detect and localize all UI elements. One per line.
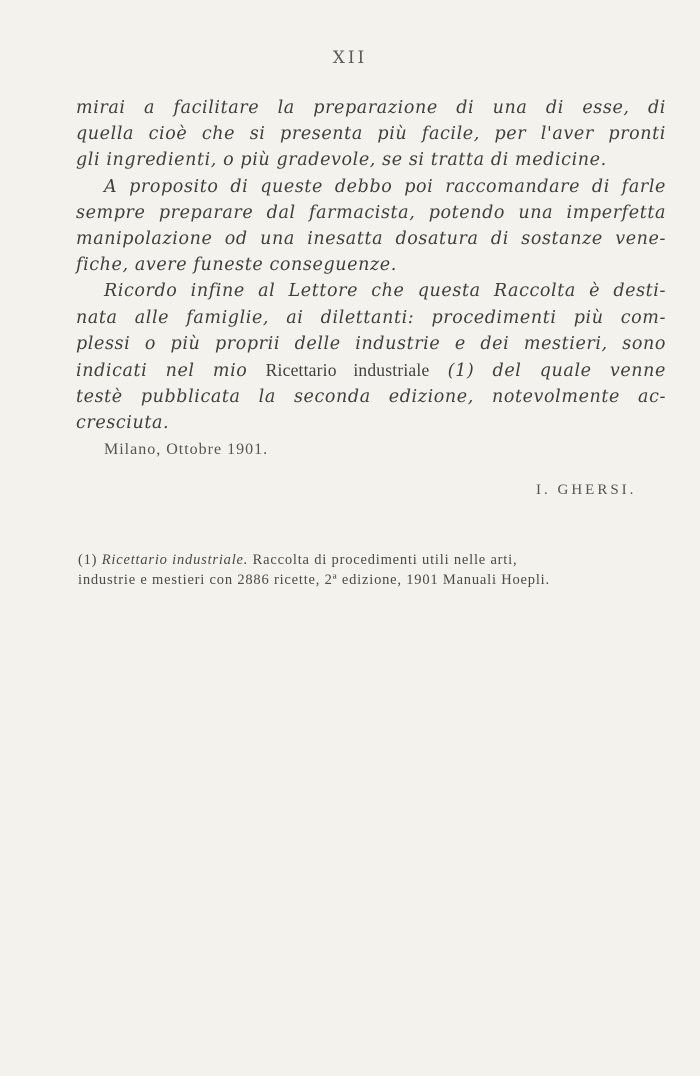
- body-line: [76, 121, 666, 147]
- body-line-text: plessi o più proprii delle industrie e dei mestieri, sono: [76, 333, 666, 354]
- body-line: [76, 331, 666, 357]
- body-line-text: quella cioè che si presenta più facile, per l'aver pronti: [76, 124, 666, 145]
- signature-place-date: Milano, Ottobre 1901.: [104, 441, 269, 458]
- footnote-marker: (1): [78, 552, 98, 568]
- body-line-text: fiche, avere funeste conseguenze.: [76, 255, 397, 276]
- signature-author: I. GHERSI.: [536, 482, 637, 498]
- body-line: [76, 200, 666, 226]
- body-line: [76, 278, 666, 304]
- body-line: [76, 174, 666, 200]
- body-line: [76, 95, 666, 121]
- footnote-line-2: industrie e mestieri con 2886 ricette, 2ª edizione, 1901 Manuali Hoepli.: [78, 572, 550, 588]
- body-line-text: A proposito di queste debbo poi raccomandare di farle: [104, 176, 666, 197]
- footnote-description: Raccolta di procedimenti utili nelle arti,: [252, 552, 518, 568]
- body-line: [76, 252, 666, 278]
- page-number: XII: [332, 48, 368, 68]
- body-line: [76, 410, 666, 436]
- footnote-line-1: [78, 550, 668, 570]
- body-line: [76, 384, 666, 410]
- body-line-text: cresciuta.: [76, 413, 170, 434]
- body-line-text: (1) del quale venne: [429, 361, 667, 382]
- body-line-text: testè pubblicata la seconda edizione, notevolmente ac-: [76, 387, 666, 408]
- footnote: [78, 550, 668, 590]
- body-line-text: sempre preparare dal farmacista, potendo una imperfetta: [76, 202, 666, 223]
- body-line-text: nata alle famiglie, ai dilettanti: procedimenti più com-: [76, 307, 666, 328]
- body-line: [76, 147, 666, 173]
- body-line-text: mirai a facilitare la preparazione di una di esse, di: [76, 98, 666, 118]
- body-line-text: manipolazione od una inesatta dosatura di sostanze vene-: [76, 229, 666, 250]
- body-line: [76, 357, 666, 384]
- body-line-text: gli ingredienti, o più gradevole, se si tratta di medicine.: [76, 150, 607, 171]
- body-text: [76, 95, 666, 437]
- body-line: [76, 305, 666, 331]
- body-line-text: indicati nel mio: [76, 361, 266, 382]
- body-line: [76, 226, 666, 252]
- footnote-book-title: Ricettario industriale.: [101, 552, 249, 568]
- body-line-text: Ricordo infine al Lettore che questa Raccolta è desti-: [104, 281, 666, 302]
- book-title-reference: Ricettario industriale: [265, 360, 430, 381]
